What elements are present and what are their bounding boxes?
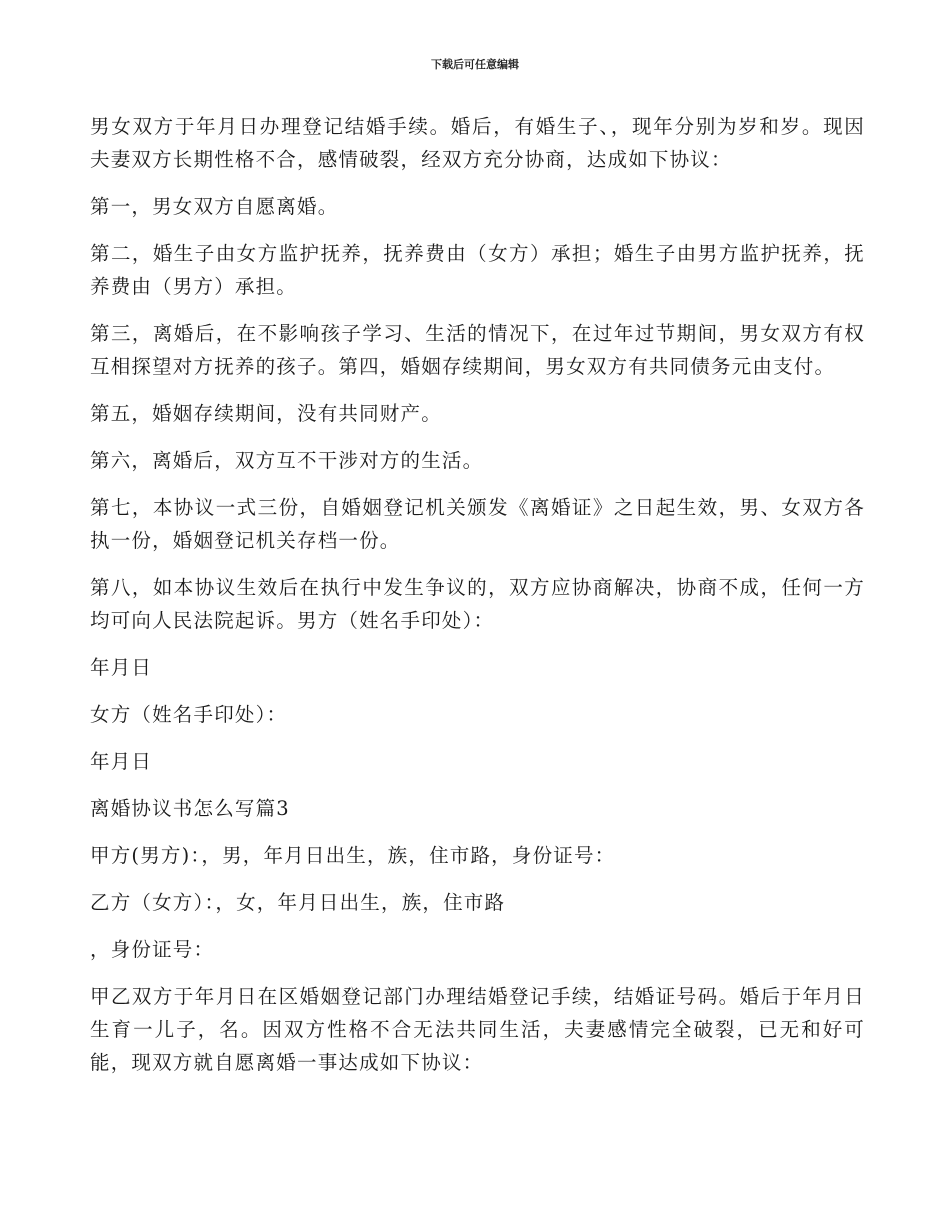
paragraph-clause-7: 第七，本协议一式三份，自婚姻登记机关颁发《离婚证》之日起生效，男、女双方各执一份，婚姻登记机关存档一份。 xyxy=(90,496,865,552)
paragraph-clause-3-4: 第三，离婚后，在不影响孩子学习、生活的情况下，在过年过节期间，男女双方有权互相探望对方抚养的孩子。第四，婚姻存续期间，男女双方有共同债务元由支付。 xyxy=(90,322,865,378)
document-body xyxy=(90,110,865,1093)
page-header: 下载后可任意编辑 xyxy=(431,58,519,71)
section-heading: 离婚协议书怎么写篇3 xyxy=(90,797,290,820)
paragraph-intro: 男女双方于年月日办理登记结婚手续。婚后，有婚生子、，现年分别为岁和岁。现因夫妻双方长期性格不合，感情破裂，经双方充分协商，达成如下协议： xyxy=(90,115,865,171)
signature-date-male: 年月日 xyxy=(90,656,153,679)
paragraph-clause-2: 第二，婚生子由女方监护抚养，抚养费由（女方）承担；婚生子由男方监护抚养，抚养费由（男方）承担。 xyxy=(90,242,865,298)
party-b-info: 乙方（女方）：，女，年月日出生，族，住市路 xyxy=(90,891,506,914)
signature-female: 女方（姓名手印处）： xyxy=(90,703,288,726)
paragraph-clause-5: 第五，婚姻存续期间，没有共同财产。 xyxy=(90,402,442,425)
paragraph-background: 甲乙双方于年月日在区婚姻登记部门办理结婚登记手续，结婚证号码。婚后于年月日生育一儿子，名。因双方性格不合无法共同生活，夫妻感情完全破裂，已无和好可能，现双方就自愿离婚一事达成如下协议： xyxy=(90,985,865,1074)
paragraph-clause-6: 第六，离婚后，双方互不干涉对方的生活。 xyxy=(90,449,484,472)
paragraph-clause-8: 第八，如本协议生效后在执行中发生争议的，双方应协商解决，协商不成，任何一方均可向人民法院起诉。男方（姓名手印处）： xyxy=(90,576,865,632)
party-b-id: ，身份证号： xyxy=(90,938,215,961)
party-a-info: 甲方(男方)：，男，年月日出生，族，住市路，身份证号： xyxy=(90,844,616,867)
paragraph-clause-1: 第一，男女双方自愿离婚。 xyxy=(90,195,339,218)
signature-date-female: 年月日 xyxy=(90,750,153,773)
